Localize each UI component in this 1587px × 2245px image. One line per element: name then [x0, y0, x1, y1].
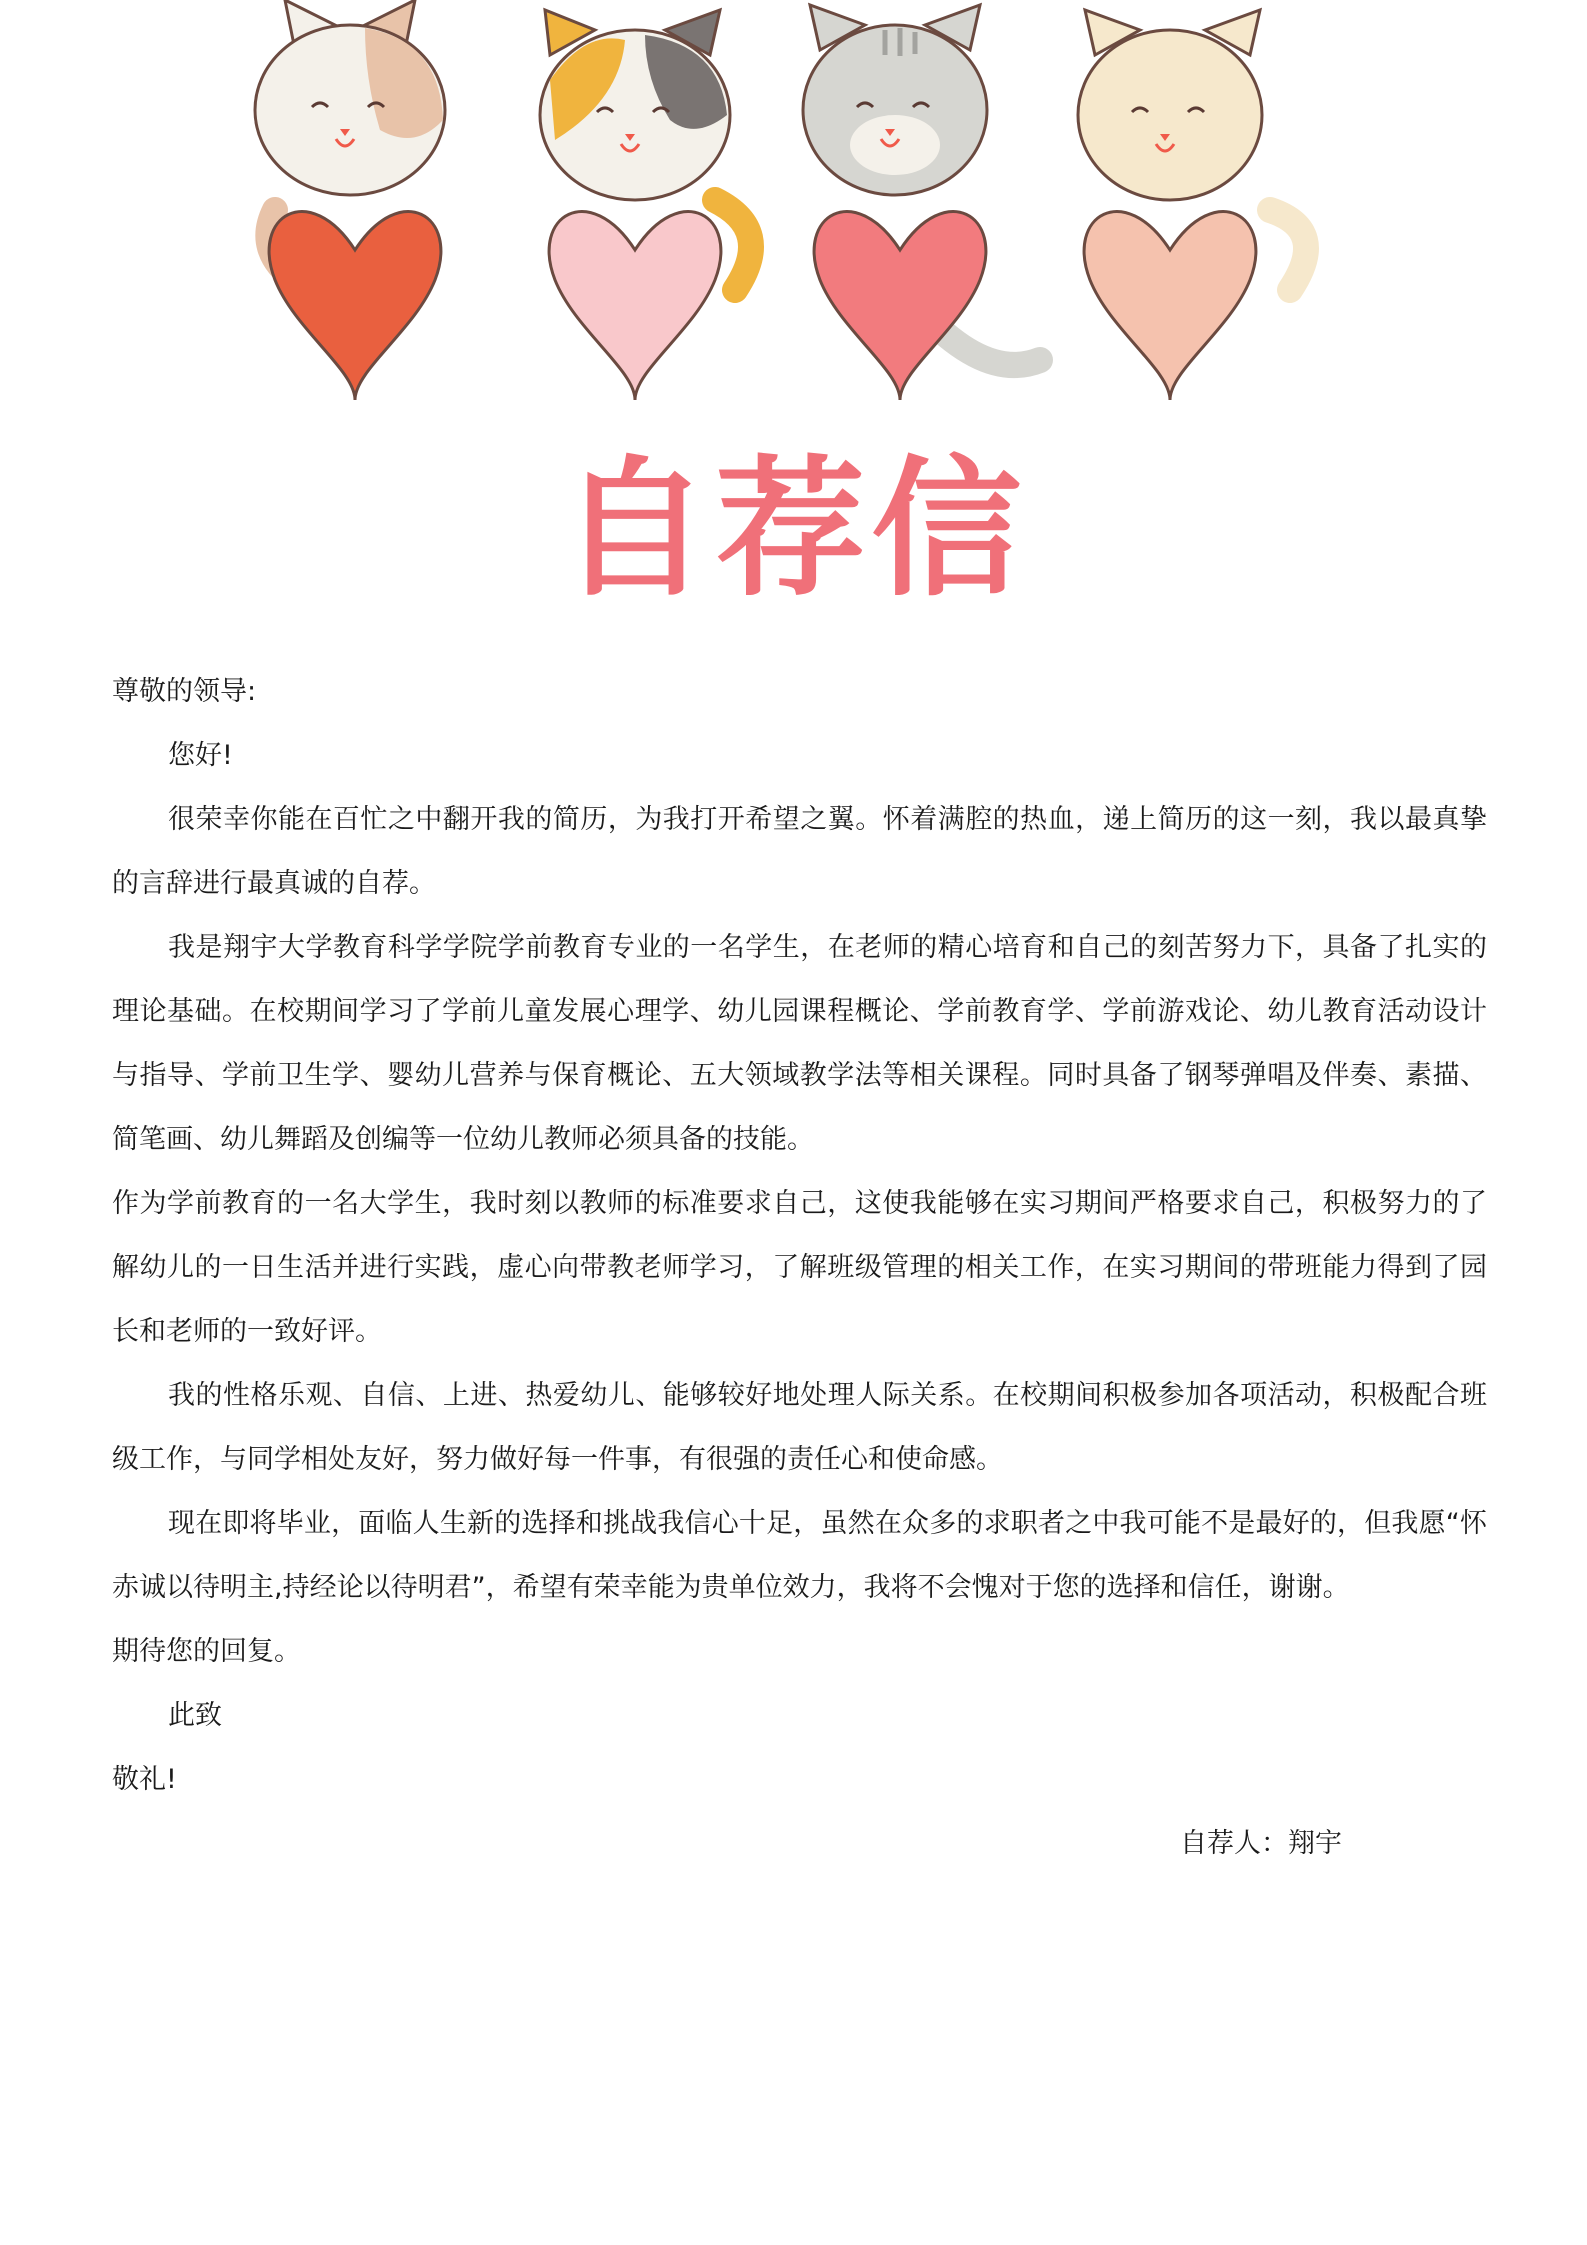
paragraph-conclusion: 现在即将毕业，面临人生新的选择和挑战我信心十足，虽然在众多的求职者之中我可能不是最好的，但我愿“怀赤诚以待明主,持经论以待明君”，希望有荣幸能为贵单位效力，我将不会愧对于您的选择和信任，谢谢。 [112, 1508, 1487, 1603]
heart-icon [814, 212, 986, 400]
closing-line-1: 此致 [168, 1700, 222, 1731]
salutation: 尊敬的领导: [112, 676, 257, 707]
paragraph-internship: 作为学前教育的一名大学生，我时刻以教师的标准要求自己，这使我能够在实习期间严格要求自己，积极努力的了解幼儿的一日生活并进行实践，虚心向带教老师学习，了解班级管理的相关工作，在实习期间的带班能力得到了园长和老师的一致好评。 [112, 1188, 1487, 1347]
cat-icon [1078, 10, 1306, 400]
expectation: 期待您的回复。 [112, 1636, 301, 1667]
heart-icon [549, 212, 721, 400]
cat-icon [255, 0, 445, 400]
heart-icon [269, 212, 441, 400]
cat-icon [803, 5, 1040, 400]
paragraph-personality: 我的性格乐观、自信、上进、热爱幼儿、能够较好地处理人际关系。在校期间积极参加各项活动，积极配合班级工作，与同学相处友好，努力做好每一件事，有很强的责任心和使命感。 [112, 1380, 1487, 1475]
closing-line-2: 敬礼! [112, 1764, 177, 1795]
cat-icon [540, 10, 751, 400]
cats-with-hearts-illustration [215, 0, 1375, 420]
paragraph-intro: 很荣幸你能在百忙之中翻开我的简历，为我打开希望之翼。怀着满腔的热血，递上简历的这一刻，我以最真挚的言辞进行最真诚的自荐。 [112, 804, 1487, 899]
letter-body [112, 660, 1487, 1812]
paragraph-education: 我是翔宇大学教育科学学院学前教育专业的一名学生，在老师的精心培育和自己的刻苦努力下，具备了扎实的理论基础。在校期间学习了学前儿童发展心理学、幼儿园课程概论、学前教育学、学前游戏论、幼儿教育活动设计与指导、学前卫生学、婴幼儿营养与保育概论、五大领域教学法等相关课程。同时具备了钢琴弹唱及伴奏、素描、简笔画、幼儿舞蹈及创编等一位幼儿教师必须具备的技能。 [112, 932, 1487, 1155]
heart-icon [1084, 212, 1256, 400]
page-title: 自荐信 [559, 443, 1028, 617]
signature: 自荐人：翔宇 [1180, 1828, 1342, 1859]
greeting: 您好! [168, 740, 233, 771]
